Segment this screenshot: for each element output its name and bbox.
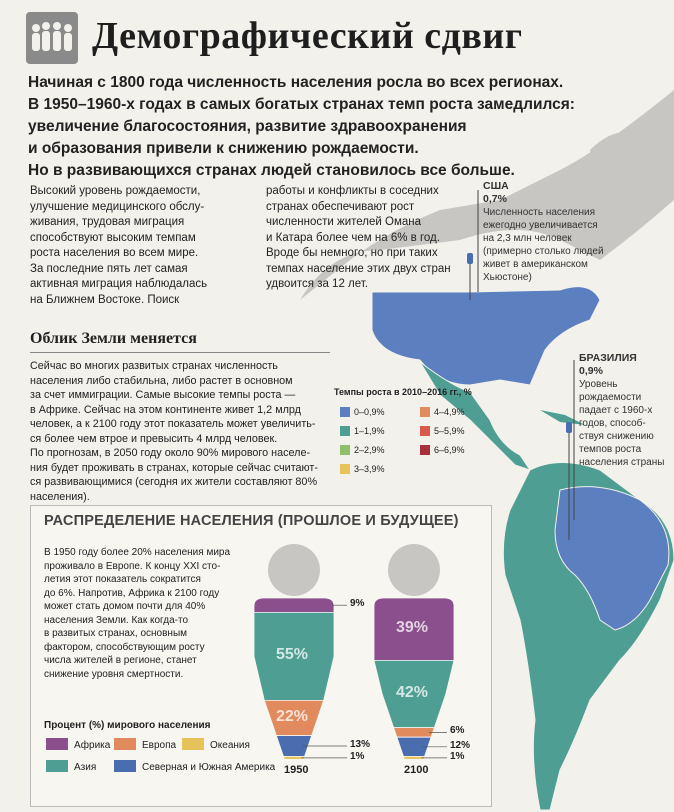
note-line: темпов роста: [579, 444, 642, 455]
figure-segment: [394, 728, 435, 738]
text-line: улучшение медицинского обслу-: [30, 200, 205, 213]
legend-label: 0–0,9%: [354, 407, 385, 417]
legend-label: 5–5,9%: [434, 426, 465, 436]
text-line: и Катара более чем на 6% в год.: [266, 231, 440, 244]
segment-label: 1%: [350, 750, 365, 762]
segment-label: 13%: [350, 739, 371, 750]
figure-head: [268, 544, 320, 596]
page-title: Демографический сдвиг: [92, 15, 523, 57]
figure-segment: [283, 756, 304, 759]
share-legend-swatch: [46, 738, 68, 750]
segment-label: 22%: [276, 708, 309, 725]
text-line: фактором, способствующим росту: [44, 641, 205, 653]
usa-name: США: [483, 180, 509, 192]
text-line: активная миграция наблюдалась: [30, 278, 208, 290]
share-legend-swatch: [114, 738, 136, 750]
text-line: работы и конфликты в соседних: [266, 185, 439, 197]
panel-title: РАСПРЕДЕЛЕНИЕ НАСЕЛЕНИЯ (ПРОШЛОЕ И БУДУЩЕЕ): [44, 513, 459, 529]
share-legend-label: Океания: [210, 740, 250, 751]
note-line: живет в американском: [483, 259, 588, 270]
segment-label: 42%: [396, 684, 429, 701]
text-line: роста населения во всем мире.: [30, 247, 199, 259]
share-legend-label: Азия: [74, 762, 97, 773]
segment-label: 55%: [276, 646, 309, 664]
legend-label: 6–6,9%: [434, 445, 465, 455]
segment-label: 1%: [450, 750, 465, 762]
figure-segment: [403, 756, 424, 759]
figure-segment: [254, 598, 334, 612]
text-line: Сейчас во многих развитых странах численность: [30, 360, 278, 372]
segment-label: 39%: [396, 619, 429, 637]
text-line: в развитых странах, основным: [44, 628, 188, 639]
note-line: на 2,3 млн человек: [483, 233, 572, 244]
text-line: населения).: [30, 490, 90, 503]
share-legend-item: [114, 738, 176, 751]
text-line: Высокий уровень рождаемости,: [30, 185, 201, 197]
text-line: населения Земли. Как когда-то: [44, 614, 189, 626]
share-legend-swatch: [114, 760, 136, 772]
legend-label: 3–3,9%: [354, 464, 385, 474]
share-legend-item: [46, 760, 96, 773]
text-line: странах обеспечивают рост: [266, 200, 415, 213]
text-line: способствуют высоким темпам: [30, 231, 196, 244]
note-line: рождаемости: [579, 392, 642, 403]
legend-label: 1–1,9%: [354, 426, 385, 436]
brazil-name: БРАЗИЛИЯ: [579, 352, 637, 364]
text-line: живания, трудовая миграция: [30, 216, 185, 228]
text-line: удвоится за 12 лет.: [266, 278, 368, 290]
share-legend-item: [182, 738, 250, 751]
note-line: Численность населения: [483, 207, 596, 218]
text-line: По прогнозам, в 2050 году около 90% мирового населе-: [30, 447, 311, 459]
text-line: ся более чем втрое и превысить 4 млрд человек.: [30, 432, 278, 445]
note-line: Хьюстоне): [483, 272, 532, 283]
share-legend-item: [46, 738, 110, 751]
legend-label: 2–2,9%: [354, 445, 385, 455]
text-line: темпах население этих двух стран: [266, 262, 451, 275]
share-legend-label: Африка: [74, 740, 111, 751]
share-legend-label: Европа: [142, 740, 177, 751]
text-line: проживало в Европе. К концу XXI сто-: [44, 560, 221, 572]
text-line: населения либо стабильна, либо растет в основном: [30, 374, 293, 387]
text-line: Вроде бы немного, но при таких: [266, 247, 438, 259]
text-line: ся развивающимися (сегодня их жители составляют 80%: [30, 476, 318, 488]
usa-rate: 0,7%: [483, 193, 507, 205]
segment-label: 12%: [450, 739, 471, 751]
lead-line: и образования привели к снижению рождаемости.: [28, 140, 419, 157]
text-line: человек, а к 2100 году этот показатель может увеличить-: [30, 418, 316, 430]
note-line: ствуя снижению: [579, 431, 654, 442]
text-line: снижение уровня смертности.: [44, 668, 184, 680]
brazil-rate: 0,9%: [579, 365, 603, 377]
year-label-2100: 2100: [404, 764, 429, 776]
text-line: ния будет проживать в странах, которые сейчас считают-: [30, 461, 318, 474]
legend-label: 4–4,9%: [434, 407, 465, 417]
note-line: ежегодно увеличивается: [483, 220, 598, 231]
note-line: Уровень: [579, 379, 618, 390]
year-label-1950: 1950: [284, 764, 309, 776]
share-legend-item: [114, 760, 275, 773]
lead-line: В 1950–1960-х годах в самых богатых странах темп роста замедлился:: [28, 96, 575, 113]
text-line: на Ближнем Востоке. Поиск: [30, 293, 180, 306]
figure-head: [388, 544, 440, 596]
text-line: числа жителей в регионе, станет: [44, 655, 197, 666]
share-legend-swatch: [182, 738, 204, 750]
text-line: За последние пять лет самая: [30, 262, 188, 275]
share-legend-title: Процент (%) мирового населения: [44, 720, 211, 731]
note-line: населения страны: [579, 457, 665, 468]
note-line: падает с 1960-х: [579, 405, 653, 416]
text-line: В 1950 году более 20% населения мира: [44, 547, 231, 558]
share-legend-swatch: [46, 760, 68, 772]
share-legend-label: Северная и Южная Америка: [142, 762, 276, 773]
text-line: численности жителей Омана: [266, 216, 421, 228]
text-line: может стать домом почти для 40%: [44, 601, 206, 612]
growth-legend-title: Темпы роста в 2010–2016 гг., %: [334, 387, 472, 397]
lead-line: Но в развивающихся странах людей становилось все больше.: [28, 162, 515, 179]
segment-label: 9%: [350, 598, 365, 610]
note-line: (примерно столько людей: [483, 246, 604, 257]
lead-line: Начиная с 1800 года численность населения росла во всех регионах.: [28, 74, 564, 91]
note-line: годов, способ-: [579, 418, 646, 429]
text-line: до 6%. Напротив, Африка к 2100 году: [44, 587, 220, 599]
text-line: летия этот показатель сократится: [44, 574, 201, 585]
lead-line: увеличение благосостояния, развитие здравоохранения: [28, 118, 467, 135]
text-line: за счет иммиграции. Самые высокие темпы роста —: [30, 389, 296, 401]
segment-label: 6%: [450, 725, 465, 737]
text-line: в Африке. Сейчас на этом континенте живет 1,2 млрд: [30, 403, 301, 416]
section-heading: Облик Земли меняется: [30, 330, 197, 347]
